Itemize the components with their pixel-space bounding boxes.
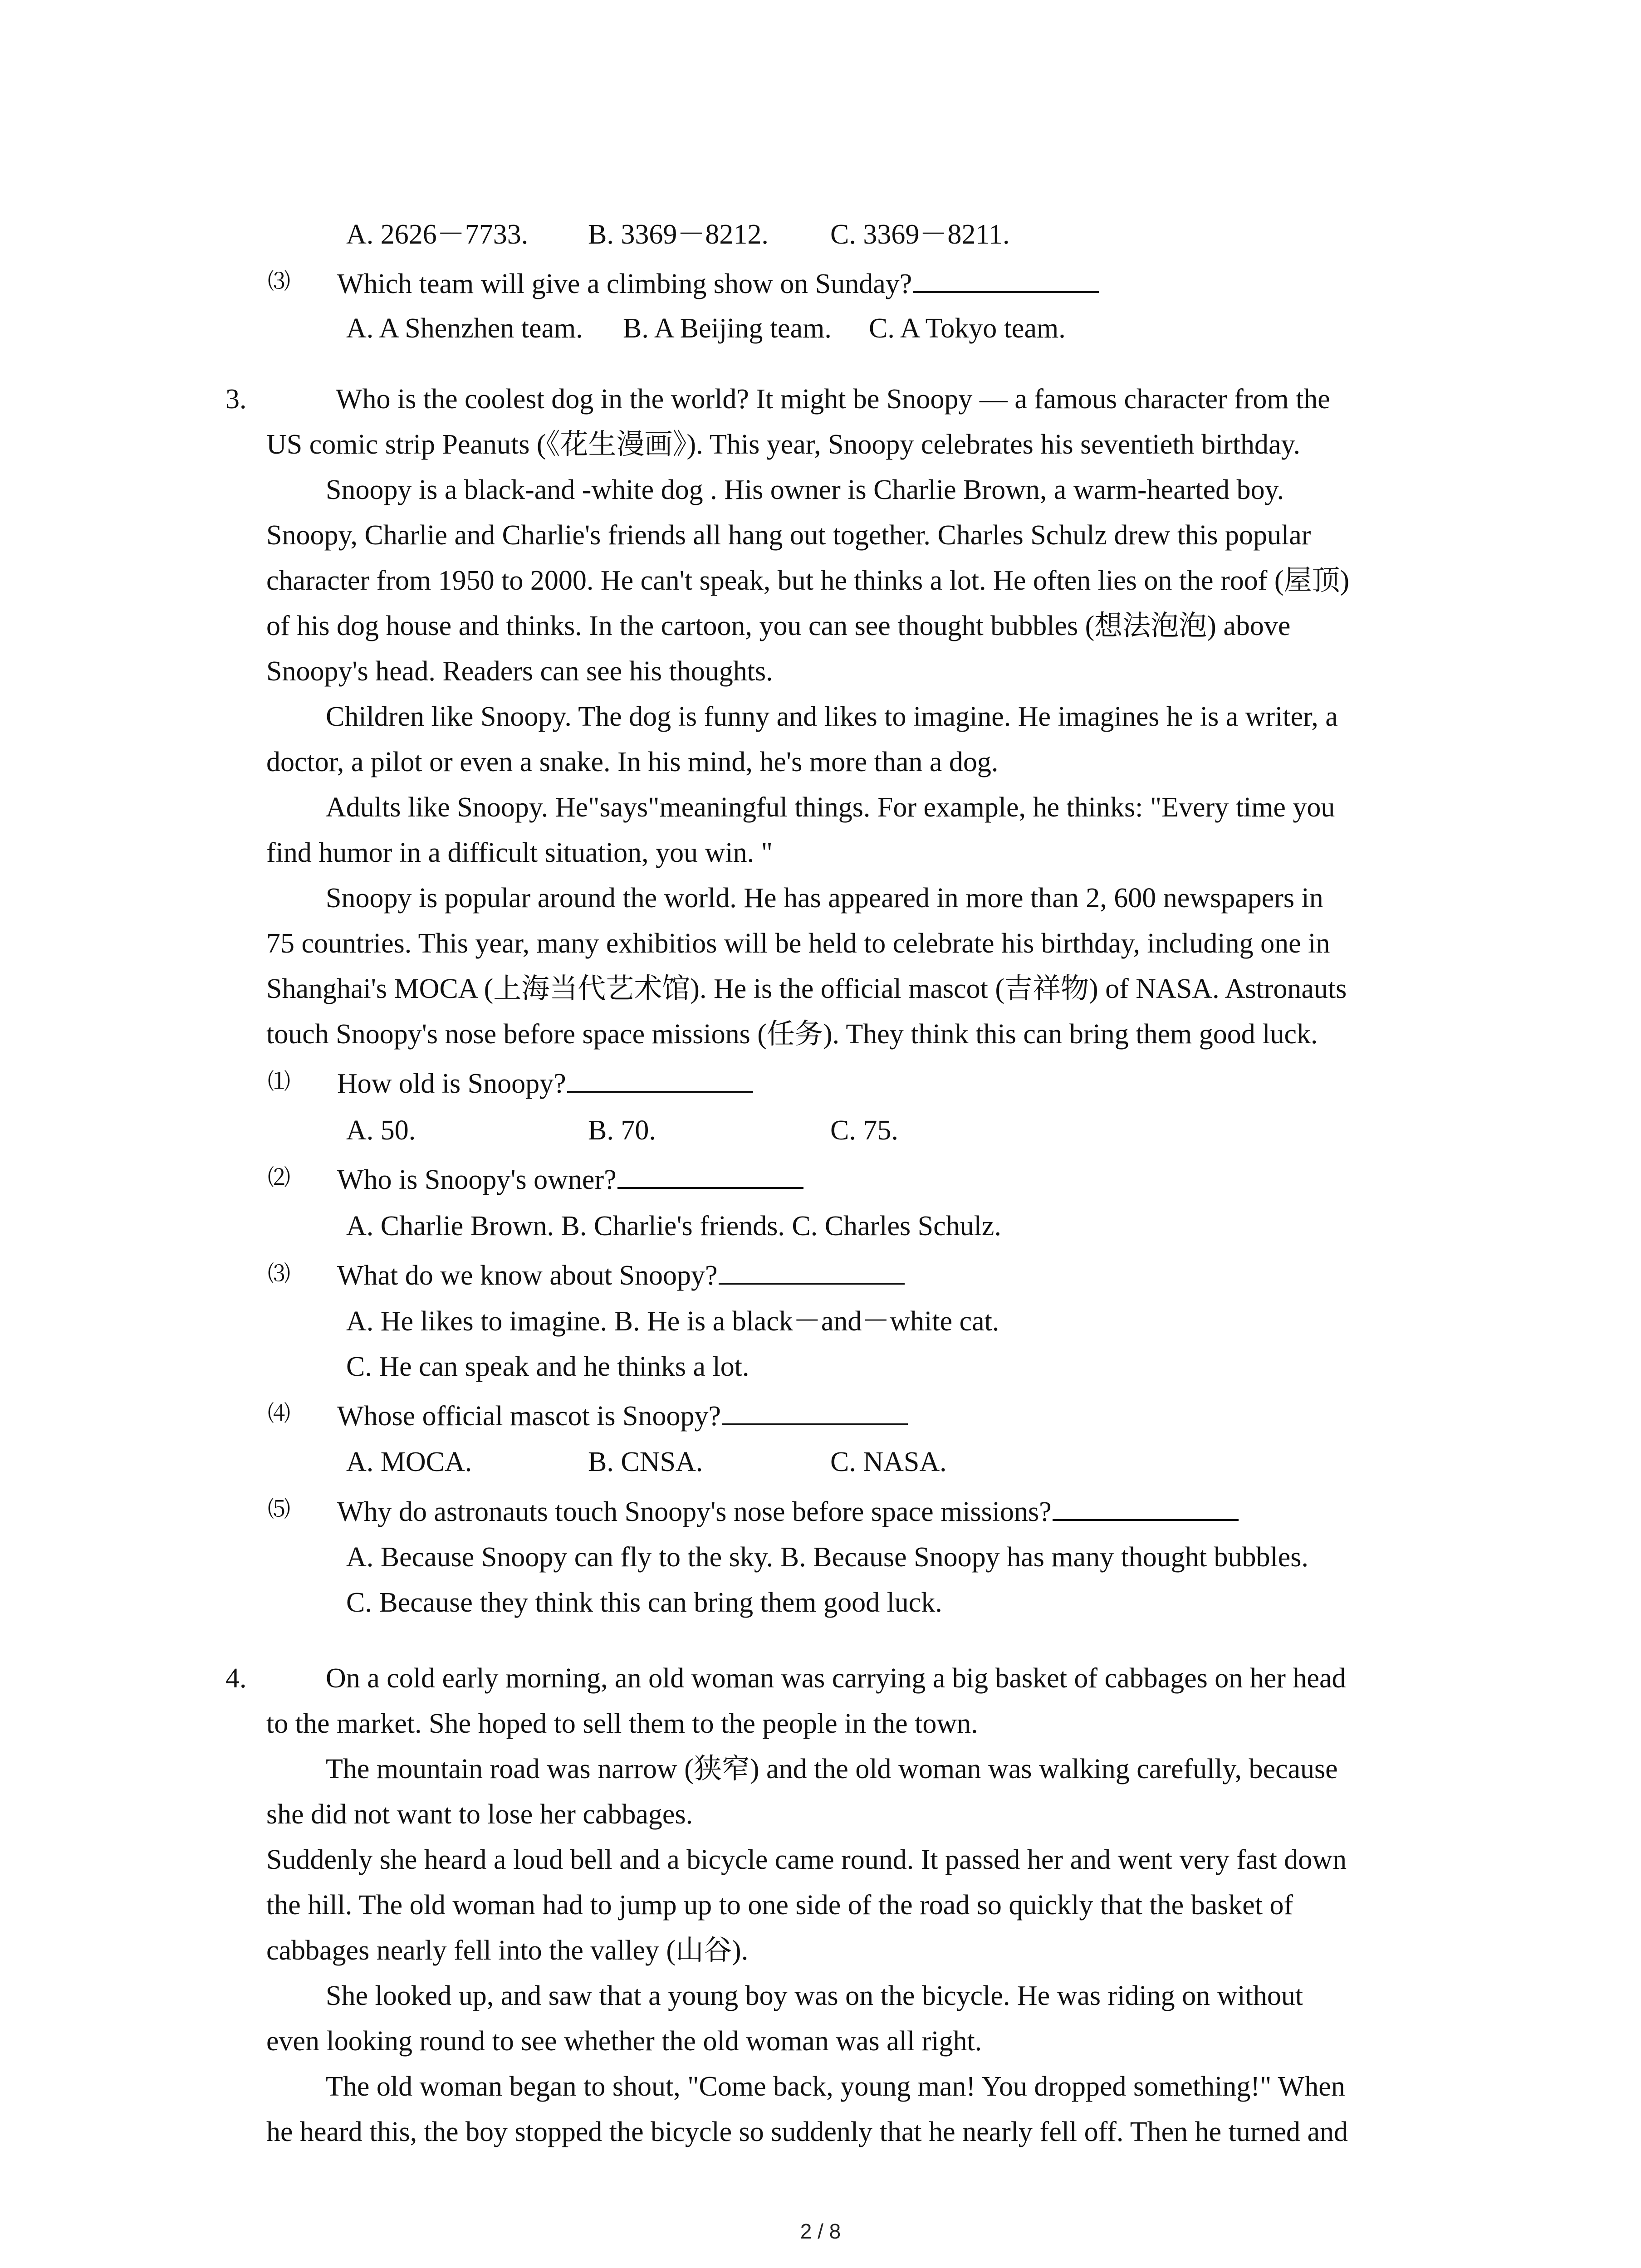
passage-line: Snoopy's head. Readers can see his thoughts. (266, 656, 773, 687)
question-text: Who is Snoopy's owner? (337, 1161, 803, 1198)
question-number: ⑵ (268, 1165, 290, 1190)
answer-blank[interactable] (722, 1397, 908, 1425)
passage-line: touch Snoopy's nose before space missions (任务). They think this can bring them good luck. (266, 1019, 1318, 1050)
option-a: A. 2626－7733. (346, 219, 529, 250)
option-c: C. 3369－8211. (830, 219, 1010, 250)
passage-line: to the market. She hoped to sell them to the people in the town. (266, 1708, 978, 1739)
passage-line: even looking round to see whether the old woman was all right. (266, 2026, 982, 2057)
answer-blank[interactable] (1053, 1493, 1239, 1521)
option-c: C. A Tokyo team. (869, 313, 1066, 344)
passage-line: Children like Snoopy. The dog is funny and likes to imagine. He imagines he is a writer, a (326, 701, 1338, 732)
passage-line: character from 1950 to 2000. He can't speak, but he thinks a lot. He often lies on the roof (屋顶) (266, 565, 1350, 596)
options-line: C. He can speak and he thinks a lot. (346, 1351, 749, 1382)
options-line: A. Charlie Brown. B. Charlie's friends. C. Charles Schulz. (346, 1211, 1001, 1242)
option-a: A. A Shenzhen team. (346, 313, 583, 344)
option-c: C. NASA. (830, 1447, 947, 1477)
option-a: A. MOCA. (346, 1447, 472, 1477)
passage-line: find humor in a difficult situation, you win. " (266, 837, 773, 868)
question-number: ⑴ (268, 1069, 290, 1094)
passage-line: he heard this, the boy stopped the bicycle so suddenly that he nearly fell off. Then he turned and (266, 2116, 1348, 2147)
passage-line: On a cold early morning, an old woman was carrying a big basket of cabbages on her head (326, 1663, 1346, 1694)
option-b: B. CNSA. (588, 1447, 703, 1477)
passage-line: the hill. The old woman had to jump up to one side of the road so quickly that the basket of (266, 1890, 1293, 1921)
question-number: ⑸ (268, 1496, 290, 1522)
passage-line: Snoopy is popular around the world. He has appeared in more than 2, 600 newspapers in (326, 883, 1323, 914)
passage-line: She looked up, and saw that a young boy was on the bicycle. He was riding on without (326, 1980, 1303, 2011)
options-line: C. Because they think this can bring them good luck. (346, 1587, 942, 1618)
answer-blank[interactable] (719, 1256, 905, 1285)
question-text: Which team will give a climbing show on Sunday? (337, 265, 1099, 302)
passage-line: The old woman began to shout, "Come back, young man! You dropped something!" When (326, 2071, 1345, 2102)
option-b: B. 70. (588, 1115, 656, 1146)
question-text: How old is Snoopy? (337, 1065, 753, 1102)
answer-blank[interactable] (617, 1161, 803, 1189)
passage-line: she did not want to lose her cabbages. (266, 1799, 693, 1830)
passage-line: Shanghai's MOCA (上海当代艺术馆). He is the official mascot (吉祥物) of NASA. Astronauts (266, 973, 1347, 1004)
question-number: ⑶ (268, 269, 290, 294)
options-line: A. Because Snoopy can fly to the sky. B. Because Snoopy has many thought bubbles. (346, 1542, 1308, 1573)
answer-blank[interactable] (913, 265, 1099, 293)
option-b: B. 3369－8212. (588, 219, 769, 250)
section-number: 4. (225, 1663, 247, 1694)
option-b: B. A Beijing team. (623, 313, 832, 344)
answer-blank[interactable] (567, 1065, 753, 1093)
question-text: Whose official mascot is Snoopy? (337, 1397, 908, 1434)
passage-line: Who is the coolest dog in the world? It might be Snoopy — a famous character from the (336, 384, 1330, 415)
page-number: 2 / 8 (800, 2219, 841, 2243)
option-a: A. 50. (346, 1115, 416, 1146)
question-text: What do we know about Snoopy? (337, 1256, 905, 1294)
section-number: 3. (225, 384, 247, 415)
passage-line: The mountain road was narrow (狭窄) and the old woman was walking carefully, because (326, 1754, 1338, 1784)
passage-line: cabbages nearly fell into the valley (山谷). (266, 1935, 749, 1966)
passage-line: US comic strip Peanuts (《花生漫画》). This year, Snoopy celebrates his seventieth birthday. (266, 429, 1301, 460)
passage-line: Snoopy, Charlie and Charlie's friends all hang out together. Charles Schulz drew this popular (266, 520, 1311, 551)
option-c: C. 75. (830, 1115, 898, 1146)
question-text: Why do astronauts touch Snoopy's nose before space missions? (337, 1493, 1239, 1530)
question-number: ⑷ (268, 1401, 290, 1426)
question-number: ⑶ (268, 1261, 290, 1286)
passage-line: doctor, a pilot or even a snake. In his mind, he's more than a dog. (266, 747, 999, 777)
passage-line: Snoopy is a black-and -white dog . His owner is Charlie Brown, a warm-hearted boy. (326, 474, 1284, 505)
passage-line: 75 countries. This year, many exhibitios will be held to celebrate his birthday, including one in (266, 928, 1330, 959)
options-line: A. He likes to imagine. B. He is a black－and－white cat. (346, 1306, 999, 1337)
passage-line: of his dog house and thinks. In the cartoon, you can see thought bubbles (想法泡泡) above (266, 611, 1291, 641)
passage-line: Adults like Snoopy. He"says"meaningful things. For example, he thinks: "Every time you (326, 792, 1335, 823)
passage-line: Suddenly she heard a loud bell and a bicycle came round. It passed her and went very fast down (266, 1844, 1347, 1875)
